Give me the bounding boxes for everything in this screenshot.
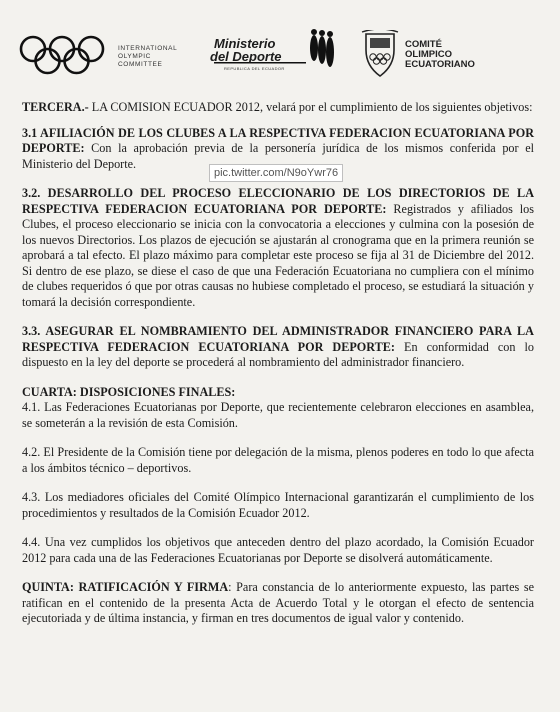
section-4-1: 4.1. Las Federaciones Ecuatorianas por Deporte, que recientemente celebraron elecciones en asamblea, se someterán a la revisión de esta Comisión. [22,400,534,430]
ministry-name-line2: del Deporte [210,49,282,64]
coe-name: COMITÉ OLIMPICO ECUATORIANO [405,39,475,70]
section-3-2: 3.2. DESARROLLO DEL PROCESO ELECCIONARIO DE LOS DIRECTORIOS DE LA RESPECTIVA FEDERACION ECUATORIANA POR DEPORTE: Registrados y afiliados los Clubes, el proceso eleccionario se inicia con la convocatoria a elecciones y culmina con la posesión de los nuevos Directorios. Los plazos de ejecución se ajustarán al cronograma que en la primera reunión se aprobará a tal efecto. El plazo máximo para completar este proceso se fija al 31 de Diciembre del 2012. Si dentro de ese plazo, se diese el caso de que una Federación Ecuatoriana no cumpliera con el mínimo de clubes requeridos ó que por otras causas no hubiese completado el proceso, se estudiará la situación y tomará la decisión correspondiente. [22,186,535,309]
twitter-pic-watermark: pic.twitter.com/N9oYwr76 [209,164,343,182]
clause-tercera: TERCERA.- LA COMISION ECUADOR 2012, velará por el cumplimiento de los siguientes objetivos: [22,100,533,114]
section-3-1: 3.1 AFILIACIÓN DE LOS CLUBES A LA RESPECTIVA FEDERACION ECUATORIANA POR DEPORTE: Con la aprobación previa de la personería jurídica de los mismos conferida por el Ministerio del Deporte. [22,125,534,171]
section-3-3: 3.3. ASEGURAR EL NOMBRAMIENTO DEL ADMINISTRADOR FINANCIERO PARA LA RESPECTIVA FEDERACION ECUATORIANA POR DEPORTE: En conformidad con lo dispuesto en la ley del deporte se procederá al nombramiento del administrador financiero. [22,324,535,369]
clause-cuarta-heading: CUARTA: DISPOSICIONES FINALES: [22,384,236,399]
olympic-rings-logo [18,34,116,76]
section-4-3: 4.3. Los mediadores oficiales del Comité Olímpico Internacional garantizarán el cumplimiento de los procedimientos y resultados de la Comisión Ecuador 2012. [22,490,534,520]
section-4-2: 4.2. El Presidente de la Comisión tiene por delegación de la misma, plenos poderes en todo lo que afecta a los ámbitos técnico – deportivos. [22,445,534,475]
coe-shield-emblem [358,30,402,80]
ioc-name: INTERNATIONAL OLYMPIC COMMITTEE [118,45,178,68]
ministry-subtitle: REPUBLICA DEL ECUADOR [224,66,285,71]
section-4-4: 4.4. Una vez cumplidos los objetivos que anteceden dentro del plazo acordado, la Comisión Ecuador 2012 para cada una de las Federaciones Ecuatorianas por Deporte se disolverá automáticamente. [22,535,534,565]
clause-quinta: QUINTA: RATIFICACIÓN Y FIRMA: Para constancia de lo anteriormente expuesto, las partes se ratifican en el contenido de la presenta Acta de Acuerdo Total y le otorgan el efecto de sentencia ejecutoriada y de última instancia, y firman en tres documentos de igual valor y contenido. [22,580,534,625]
letterhead [0,0,560,92]
ministry-name-line1: Ministerio [214,36,276,51]
